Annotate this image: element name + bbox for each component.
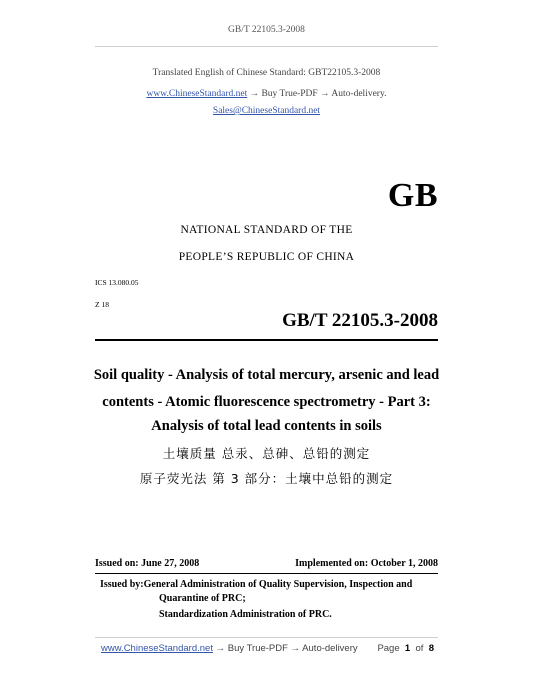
page-indicator bbox=[377, 643, 434, 654]
title-en-line3: Analysis of total lead contents in soils bbox=[151, 418, 382, 434]
issued-date: Issued on: June 27, 2008 bbox=[95, 558, 200, 569]
gb-mark: GB bbox=[387, 177, 438, 214]
page-label: Page bbox=[377, 643, 400, 654]
national-standard-line2: PEOPLE’S REPUBLIC OF CHINA bbox=[178, 251, 355, 263]
issuer-block bbox=[100, 578, 436, 622]
issuer-org1-line2: Quarantine of PRC; bbox=[159, 592, 246, 604]
title-divider bbox=[95, 339, 438, 341]
ics-code: ICS 13.080.05 bbox=[95, 278, 139, 287]
footer-line bbox=[101, 643, 358, 654]
title-zh-line1: 土壤质量 总汞、总砷、总铅的测定 bbox=[162, 446, 371, 461]
translated-notice: Translated English of Chinese Standard: GBT22105.3-2008 bbox=[152, 68, 381, 78]
footer-website-link[interactable]: www.ChineseStandard.net bbox=[101, 643, 213, 654]
footer-divider bbox=[95, 637, 438, 638]
title-en-line1: Soil quality - Analysis of total mercury, arsenic and lead bbox=[93, 367, 440, 383]
sales-line bbox=[0, 106, 533, 116]
website-link[interactable]: www.ChineseStandard.net bbox=[146, 89, 248, 99]
buy-line bbox=[0, 89, 533, 99]
title-zh-line2: 原子荧光法 第 3 部分：土壤中总铅的测定 bbox=[139, 471, 394, 486]
page-of: of bbox=[415, 643, 424, 654]
implemented-date: Implemented on: October 1, 2008 bbox=[295, 558, 438, 569]
header-divider bbox=[95, 46, 438, 47]
page-current: 1 bbox=[404, 643, 411, 654]
issuer-org1-line1: General Administration of Quality Supervision, Inspection and bbox=[143, 579, 413, 590]
header-standard-code: GB/T 22105.3-2008 bbox=[228, 25, 305, 35]
buy-text: → Buy True-PDF → Auto-delivery. bbox=[247, 89, 387, 99]
sales-email-link[interactable]: Sales@ChineseStandard.net bbox=[212, 106, 321, 116]
footer-buy-text: → Buy True-PDF → Auto-delivery bbox=[212, 643, 358, 654]
dates-divider bbox=[95, 573, 438, 574]
page-total: 8 bbox=[428, 643, 434, 654]
title-en-line2: contents - Atomic fluorescence spectrometry - Part 3: bbox=[102, 394, 431, 410]
issuer-label: Issued by: bbox=[100, 579, 144, 590]
issuer-org2: Standardization Administration of PRC. bbox=[159, 609, 332, 620]
standard-number: GB/T 22105.3-2008 bbox=[282, 310, 438, 331]
z-code: Z 18 bbox=[95, 300, 109, 309]
national-standard-line1: NATIONAL STANDARD OF THE bbox=[180, 224, 353, 236]
